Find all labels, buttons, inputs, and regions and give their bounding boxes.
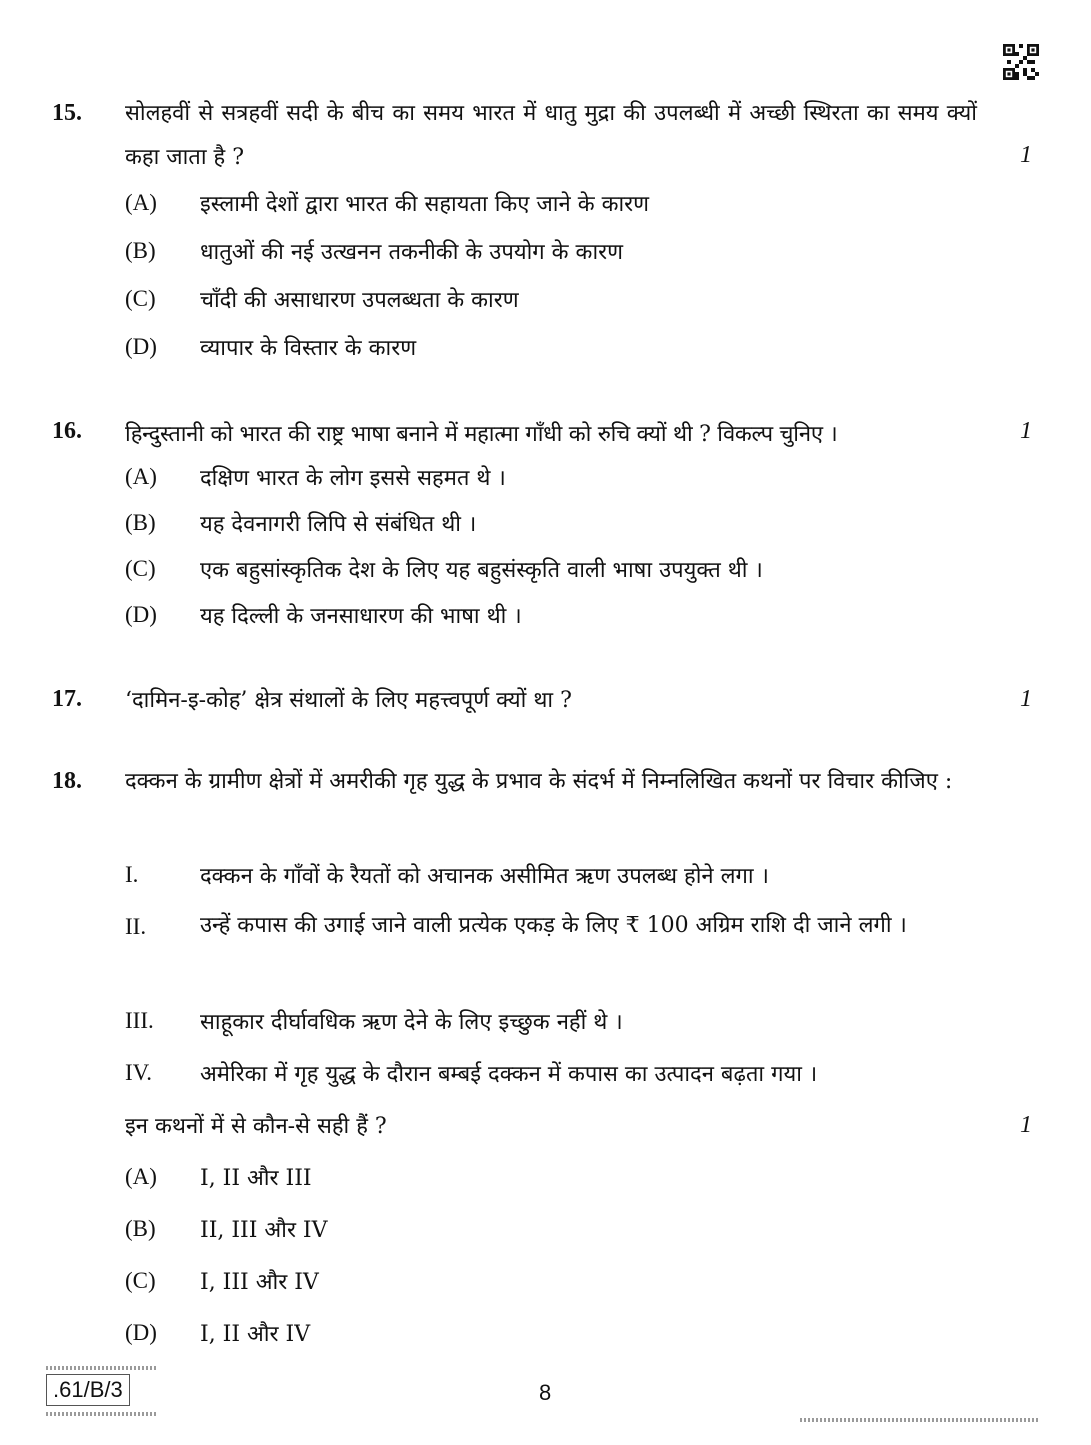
statement-text: अमेरिका में गृह युद्ध के दौरान बम्बई दक्कन में कपास का उत्पादन बढ़ता गया । — [200, 1062, 818, 1087]
option-text: I, III और IV — [200, 1270, 319, 1295]
question-text: हिन्दुस्तानी को भारत की राष्ट्र भाषा बनाने में महात्मा गाँधी को रुचि क्यों थी ? विकल्प चुनिए । — [125, 422, 838, 447]
option-label: (B) — [125, 510, 156, 535]
statement-label: I. — [125, 862, 139, 887]
option-text: II, III और IV — [200, 1218, 328, 1243]
statement-text: उन्हें कपास की उगाई जाने वाली प्रत्येक एकड़ के लिए ₹ 100 अग्रिम राशि दी जाने लगी । — [200, 913, 907, 938]
statement-label: III. — [125, 1008, 154, 1033]
option-label: (A) — [125, 464, 157, 489]
option-text: इस्लामी देशों द्वारा भारत की सहायता किए जाने के कारण — [200, 192, 650, 217]
option-label: (B) — [125, 238, 156, 263]
option-text: दक्षिण भारत के लोग इससे सहमत थे । — [200, 466, 506, 491]
question-text: सोलहवीं से सत्रहवीं सदी के बीच का समय भारत में धातु मुद्रा की उपलब्धी में अच्छी स्थिरता का समय क्यों कहा जाता है ? — [125, 101, 977, 170]
footer-dotted-rule — [800, 1418, 1040, 1422]
question-prompt: इन कथनों में से कौन-से सही हैं ? — [125, 1114, 387, 1139]
option-label: (D) — [125, 602, 157, 627]
question-text: ‘दामिन-इ-कोह’ क्षेत्र संथालों के लिए महत्त्वपूर्ण क्यों था ? — [125, 688, 572, 713]
option-text: यह दिल्ली के जनसाधारण की भाषा थी । — [200, 604, 522, 629]
question-number: 16. — [52, 418, 82, 444]
option-label: (C) — [125, 286, 156, 311]
question-number: 15. — [52, 100, 82, 126]
statement-text: साहूकार दीर्घावधिक ऋण देने के लिए इच्छुक नहीं थे । — [200, 1010, 623, 1035]
footer-dotted-rule — [46, 1366, 158, 1370]
option-label: (D) — [125, 334, 157, 359]
footer-dotted-rule — [46, 1412, 158, 1416]
option-label: (C) — [125, 556, 156, 581]
page-number: 8 — [539, 1380, 552, 1405]
statement-label: II. — [125, 914, 147, 939]
statement-text: दक्कन के गाँवों के रैयतों को अचानक असीमित ऋण उपलब्ध होने लगा । — [200, 864, 769, 889]
question-number: 17. — [52, 686, 82, 712]
marks: 1 — [1020, 418, 1032, 444]
question-number: 18. — [52, 768, 82, 794]
option-text: व्यापार के विस्तार के कारण — [200, 336, 417, 361]
option-text: I, II और IV — [200, 1322, 311, 1347]
option-label: (A) — [125, 1164, 157, 1189]
paper-code: .61/B/3 — [46, 1374, 130, 1406]
statement-label: IV. — [125, 1060, 153, 1085]
option-label: (B) — [125, 1216, 156, 1241]
option-text: यह देवनागरी लिपि से संबंधित थी । — [200, 512, 477, 537]
marks: 1 — [1020, 142, 1032, 168]
marks: 1 — [1020, 686, 1032, 712]
qr-code-icon — [1003, 44, 1039, 80]
option-label: (C) — [125, 1268, 156, 1293]
question-text: दक्कन के ग्रामीण क्षेत्रों में अमरीकी गृह युद्ध के प्रभाव के संदर्भ में निम्नलिखित कथनों पर विचार कीजिए : — [125, 769, 953, 794]
option-text: धातुओं की नई उत्खनन तकनीकी के उपयोग के कारण — [200, 240, 624, 265]
option-label: (A) — [125, 190, 157, 215]
option-text: एक बहुसांस्कृतिक देश के लिए यह बहुसंस्कृति वाली भाषा उपयुक्त थी । — [200, 558, 763, 583]
option-text: I, II और III — [200, 1166, 312, 1191]
option-label: (D) — [125, 1320, 157, 1345]
option-text: चाँदी की असाधारण उपलब्धता के कारण — [200, 288, 519, 313]
marks: 1 — [1020, 1112, 1032, 1138]
